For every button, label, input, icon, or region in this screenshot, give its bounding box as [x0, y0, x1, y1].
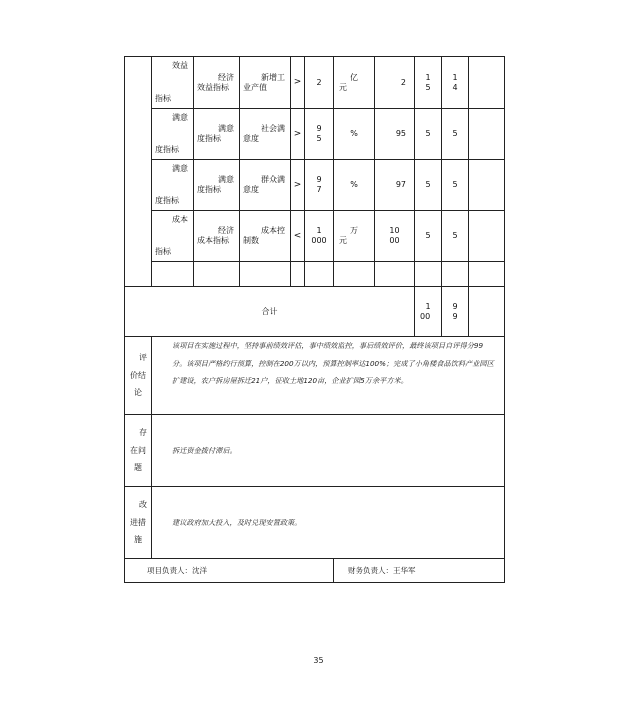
- evaluation-label-line2: 价结: [130, 370, 146, 380]
- level2-line2: 效益指标: [197, 82, 229, 92]
- measures-text: 建议政府加大投入，及时兑现安置政策。: [152, 487, 505, 559]
- actual-line2: 00: [389, 236, 400, 245]
- level3-line2: 意度: [243, 134, 259, 143]
- table-row: [125, 109, 505, 160]
- total-label: 合计: [125, 287, 415, 337]
- score-value: 5: [442, 109, 469, 160]
- issues-row: [125, 415, 505, 487]
- level2-line1: 经济: [218, 226, 234, 236]
- target-line2: 5: [316, 134, 322, 143]
- table-row-empty: [125, 262, 505, 287]
- level2-line1: 满意: [218, 175, 234, 185]
- target-line1: 9: [316, 124, 322, 134]
- level1-line2: 度指标: [155, 145, 179, 155]
- performance-evaluation-table: [124, 56, 505, 583]
- actual-value: 2: [375, 57, 415, 109]
- weight-value: 5: [415, 211, 442, 262]
- total-score-line1: 9: [452, 301, 458, 311]
- total-row: [125, 287, 505, 337]
- actual-value: 97: [375, 160, 415, 211]
- total-weight-line1: 1: [425, 301, 431, 311]
- table-row: [125, 211, 505, 262]
- total-score-line2: 9: [452, 311, 458, 321]
- unit-line1: 亿: [350, 72, 358, 82]
- measures-row: [125, 487, 505, 559]
- actual-value: 95: [375, 109, 415, 160]
- unit-value: %: [334, 160, 375, 211]
- level2-line1: 满意: [218, 124, 234, 134]
- measures-label-line3: 施: [134, 535, 142, 545]
- comparison-symbol: >: [291, 109, 305, 160]
- evaluation-row: [125, 337, 505, 415]
- evaluation-label: [125, 337, 152, 415]
- table-row: [125, 160, 505, 211]
- project-lead: 项目负责人：沈洋: [125, 559, 334, 583]
- level2-line2: 成本指标: [197, 236, 229, 245]
- unit-line1: 万: [350, 226, 358, 236]
- score-value: 5: [442, 211, 469, 262]
- issues-label-line3: 题: [134, 463, 142, 473]
- level1-line1: 效益: [172, 61, 188, 70]
- level1-line1: 成本: [172, 215, 188, 224]
- level2-line1: 经济: [218, 72, 234, 82]
- target-line2: 000: [311, 236, 327, 245]
- performance-table-page: [124, 56, 504, 583]
- remarks-cell: [469, 160, 505, 211]
- level2-line2: 度指标: [197, 134, 221, 143]
- level3-line1: 新增工: [261, 72, 285, 82]
- score-line2: 4: [452, 82, 458, 92]
- page-number: 35: [313, 656, 324, 665]
- level3-line2: 制数: [243, 236, 259, 245]
- evaluation-label-line3: 论: [134, 388, 142, 398]
- finance-lead: 财务负责人：王华军: [334, 559, 505, 583]
- level3-line1: 成本控: [261, 226, 285, 236]
- target-line2: 7: [316, 185, 322, 194]
- remarks-cell: [469, 57, 505, 109]
- remarks-cell: [469, 287, 505, 337]
- footer-row: [125, 559, 505, 583]
- comparison-symbol: <: [291, 211, 305, 262]
- weight-value: 5: [415, 160, 442, 211]
- merged-left-cell: [125, 57, 152, 287]
- score-line1: 1: [452, 72, 458, 82]
- target-line1: 2: [316, 77, 322, 87]
- evaluation-text: 该项目在实施过程中，坚持事前绩效评估，事中绩效监控，事后绩效评价，最终该项目自评得分99分。该项目严格约行预算，控制在200万以内，预算控制率达100%；完成了小角楼食品饮料产业园区扩建设，农户拆房屋拆迁21户，征收土地120亩，企业扩园5万余平方米。: [152, 337, 505, 415]
- weight-line1: 1: [425, 72, 431, 82]
- level1-line1: 满意: [172, 113, 188, 122]
- level3-line2: 业产值: [243, 82, 267, 92]
- level3-line1: 群众满: [261, 175, 285, 185]
- measures-label: [125, 487, 152, 559]
- target-line1: 1: [316, 226, 322, 236]
- weight-value: 5: [415, 109, 442, 160]
- actual-line1: 10: [389, 226, 400, 236]
- level1-line2: 指标: [155, 247, 171, 257]
- level1-line2: 度指标: [155, 196, 179, 206]
- level2-line2: 度指标: [197, 185, 221, 194]
- total-weight-line2: 00: [420, 311, 431, 321]
- unit-value: %: [334, 109, 375, 160]
- issues-label-line1: 存: [139, 428, 147, 438]
- comparison-symbol: >: [291, 160, 305, 211]
- level3-line2: 意度: [243, 185, 259, 194]
- target-line1: 9: [316, 175, 322, 185]
- weight-line2: 5: [425, 82, 431, 92]
- issues-label: [125, 415, 152, 487]
- unit-line2: 元: [339, 82, 347, 92]
- remarks-cell: [469, 211, 505, 262]
- level1-line2: 指标: [155, 94, 171, 104]
- measures-label-line2: 进措: [130, 517, 146, 527]
- level3-line1: 社会满: [261, 124, 285, 134]
- evaluation-label-line1: 评: [139, 353, 147, 363]
- remarks-cell: [469, 109, 505, 160]
- issues-text: 拆迁资金拨付滞后。: [152, 415, 505, 487]
- comparison-symbol: >: [291, 57, 305, 109]
- unit-line2: 元: [339, 236, 347, 245]
- table-row: [125, 57, 505, 109]
- score-value: 5: [442, 160, 469, 211]
- level1-line1: 满意: [172, 164, 188, 173]
- issues-label-line2: 在问: [130, 445, 146, 455]
- measures-label-line1: 改: [139, 500, 147, 510]
